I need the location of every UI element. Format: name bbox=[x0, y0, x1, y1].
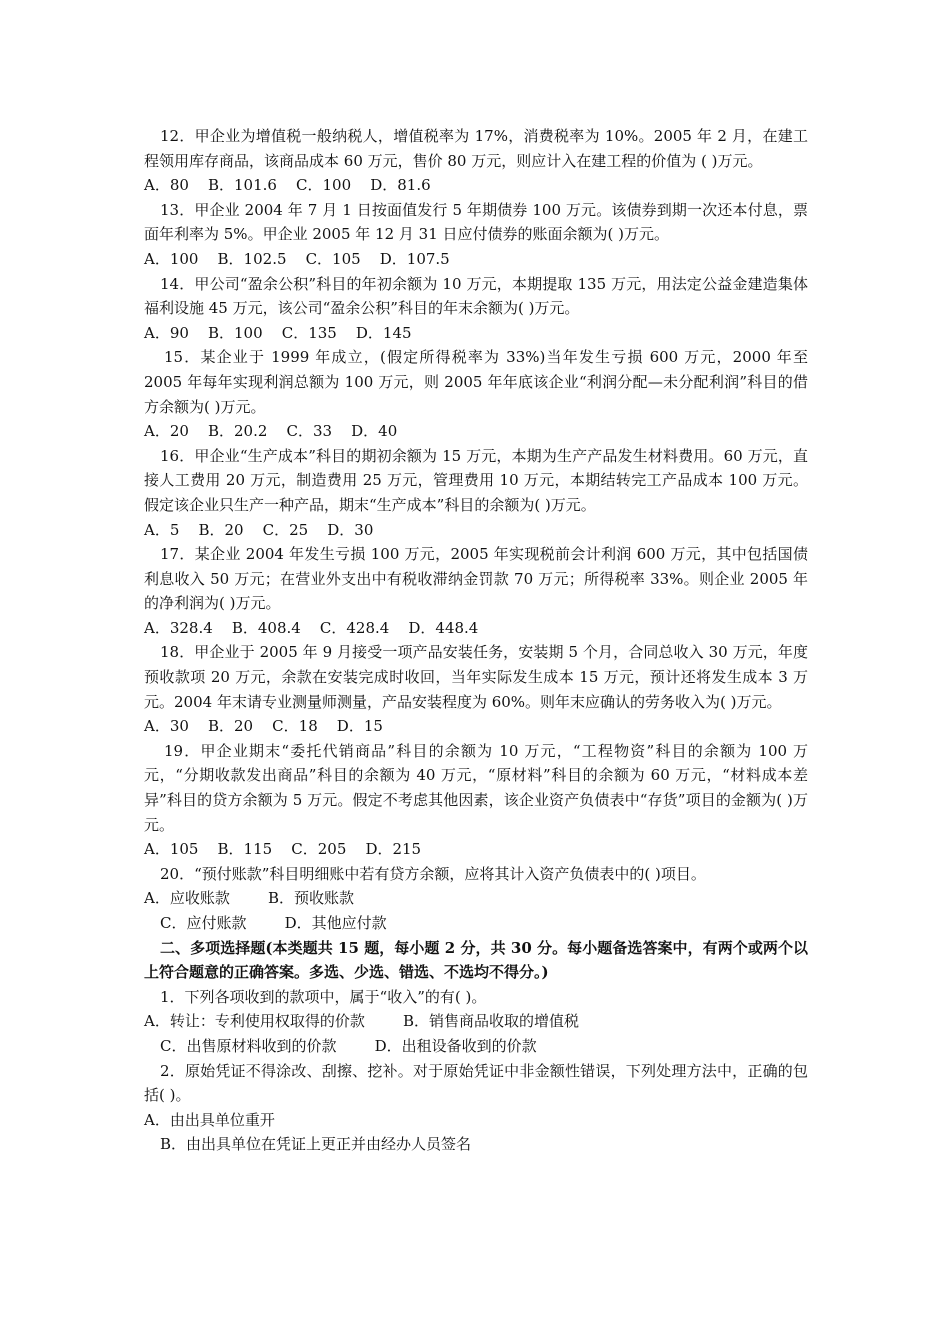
question-17: 17．某企业 2004 年发生亏损 100 万元，2005 年实现税前会计利润 600 万元，其中包括国债利息收入 50 万元；在营业外支出中有税收滞纳金罚款 70 万元；所得税率 33%。则企业 2005 年的净利润为( )万元。 bbox=[144, 545, 808, 613]
mc-question-1-options-ab: A．转让：专利使用权取得的价款 B．销售商品收取的增值税 bbox=[144, 1012, 580, 1031]
question-20-options-ab: A．应收账款 B．预收账款 bbox=[144, 889, 355, 908]
question-17-options: A．328.4 B．408.4 C．428.4 D．448.4 bbox=[144, 618, 479, 637]
mc-question-2-option-b: B．由出具单位在凭证上更正并由经办人员签名 bbox=[160, 1135, 472, 1154]
question-20-options-cd: C．应付账款 D．其他应付款 bbox=[160, 914, 387, 932]
question-16-options: A．5 B．20 C．25 D．30 bbox=[144, 520, 374, 539]
question-12: 12．甲企业为增值税一般纳税人，增值税率为 17%，消费税率为 10%。2005 年 2 月，在建工程领用库存商品，该商品成本 60 万元，售价 80 万元，则应计入在建工程的价值为 ( )万元。 bbox=[144, 127, 808, 170]
question-12-options: A．80 B．101.6 C．100 D．81.6 bbox=[144, 176, 431, 195]
mc-question-1-options-cd: C．出售原材料收到的价款 D．出租设备收到的价款 bbox=[160, 1036, 537, 1055]
question-18-options: A．30 B．20 C．18 D．15 bbox=[144, 717, 383, 736]
question-18: 18．甲企业于 2005 年 9 月接受一项产品安装任务，安装期 5 个月，合同总收入 30 万元，年度预收款项 20 万元，余款在安装完成时收回，当年实际发生成本 15 万元，预计还将发生成本 3 万元。2004 年末请专业测量师测量，产品安装程度为 60%。则年末应确认的劳务收入为( )万元。 bbox=[144, 643, 808, 711]
question-14: 14．甲公司“盈余公积”科目的年初余额为 10 万元，本期提取 135 万元，用法定公益金建造集体福利设施 45 万元，该公司“盈余公积”科目的年末余额为( )万元。 bbox=[144, 274, 808, 318]
section-heading-multiple-choice: 二、多项选择题(本类题共 15 题，每小题 2 分，共 30 分。每小题备选答案中，有两个或两个以上符合题意的正确答案。多选、少选、错选、不选均不得分。) bbox=[144, 938, 808, 982]
question-20: 20．“预付账款”科目明细账中若有贷方余额，应将其计入资产负债表中的( )项目。 bbox=[160, 864, 706, 883]
question-19: 19．甲企业期末“委托代销商品”科目的余额为 10 万元，“工程物资”科目的余额为 100 万元，“分期收款发出商品”科目的余额为 40 万元，“原材料”科目的余额为 60 万元，“材料成本差异”科目的贷方余额为 5 万元。假定不考虑其他因素，该企业资产负债表中“存货”项目的金额为( )万元。 bbox=[144, 741, 808, 834]
question-19-options: A．105 B．115 C．205 D．215 bbox=[144, 840, 422, 859]
question-13-options: A．100 B．102.5 C．105 D．107.5 bbox=[144, 249, 450, 268]
question-16: 16．甲企业“生产成本”科目的期初余额为 15 万元，本期为生产产品发生材料费用。60 万元，直接人工费用 20 万元，制造费用 25 万元，管理费用 10 万元，本期结转完工产品成本 100 万元。假定该企业只生产一种产品，期末“生产成本”科目的余额为( )万元。 bbox=[144, 446, 808, 514]
question-15: 15．某企业于 1999 年成立，(假定所得税率为 33%)当年发生亏损 600 万元，2000 年至 2005 年每年实现利润总额为 100 万元，则 2005 年年底该企业“利润分配—未分配利润”科目的借方余额为( )万元。 bbox=[144, 348, 808, 416]
mc-question-2-option-a: A．由出具单位重开 bbox=[144, 1110, 275, 1129]
question-15-options: A．20 B．20.2 C．33 D．40 bbox=[144, 422, 398, 441]
mc-question-1: 1．下列各项收到的款项中，属于“收入”的有( )。 bbox=[160, 987, 487, 1006]
exam-content bbox=[144, 124, 808, 1157]
question-13: 13．甲企业 2004 年 7 月 1 日按面值发行 5 年期债券 100 万元。该债券到期一次还本付息，票面年利率为 5%。甲企业 2005 年 12 月 31 日应付债券的账面余额为( )万元。 bbox=[144, 200, 808, 244]
question-14-options: A．90 B．100 C．135 D．145 bbox=[144, 323, 412, 342]
mc-question-2: 2．原始凭证不得涂改、刮擦、挖补。对于原始凭证中非金额性错误，下列处理方法中，正确的包括( )。 bbox=[144, 1061, 808, 1105]
